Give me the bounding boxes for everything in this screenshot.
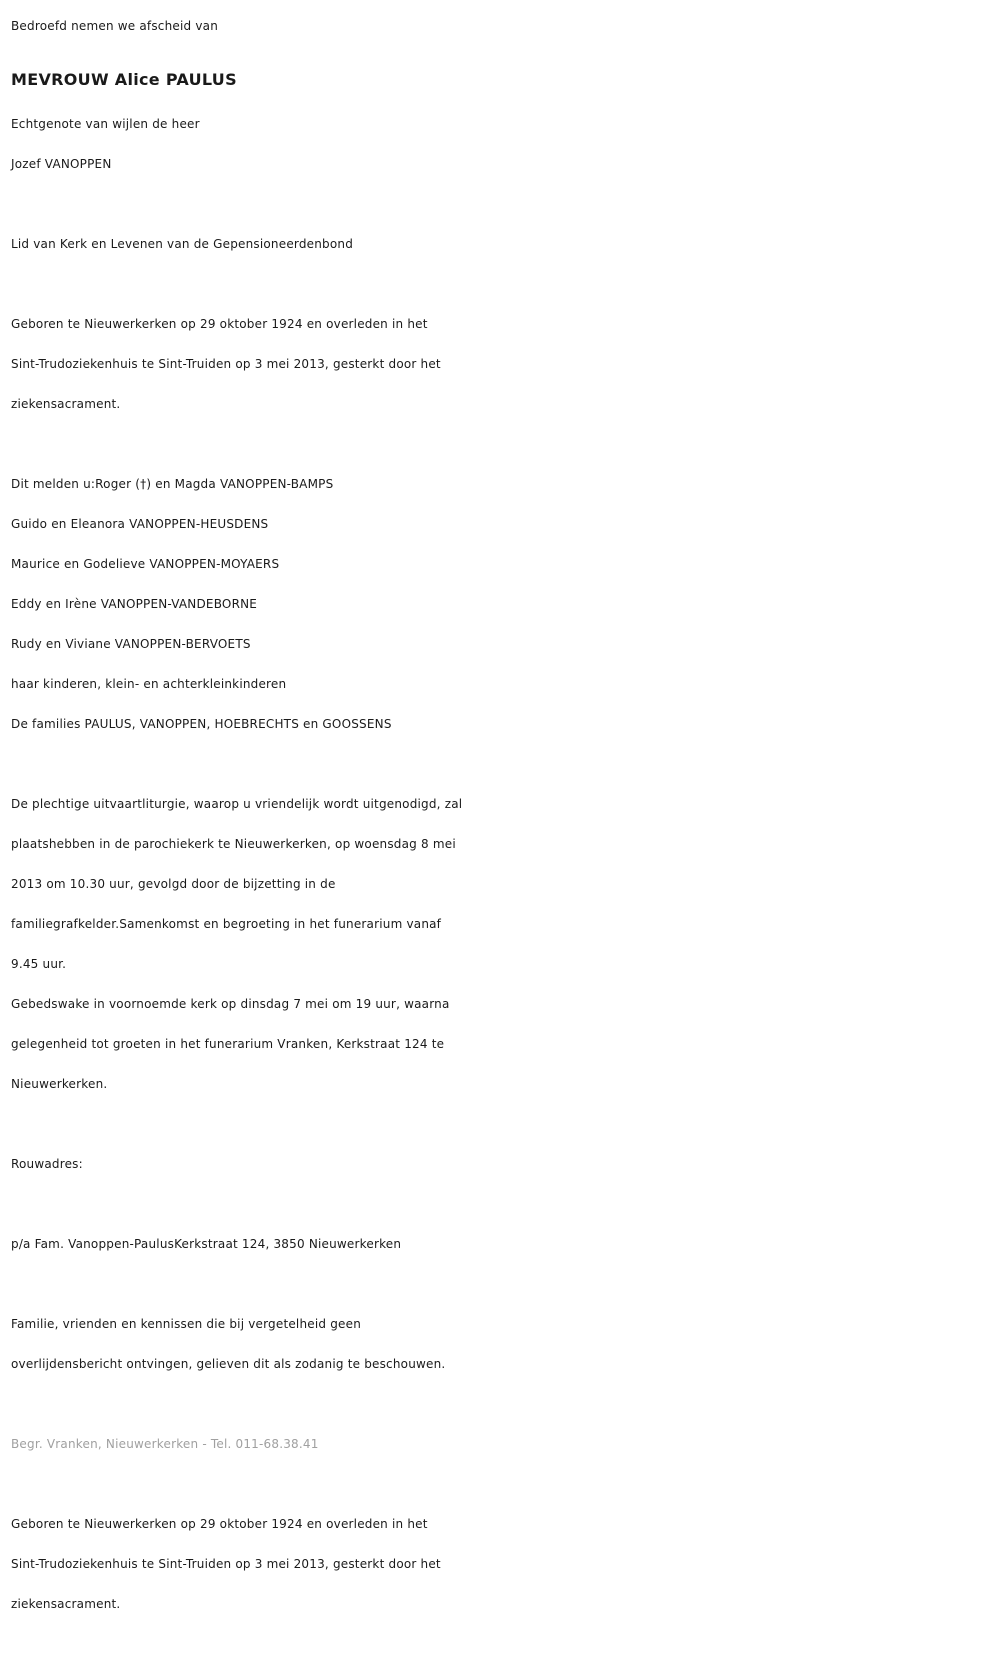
- membership-text: Lid van Kerk en Levenen van de Gepensioneerdenbond: [11, 237, 354, 251]
- announcer-line: Rudy en Viviane VANOPPEN-BERVOETS: [11, 637, 251, 651]
- birth-death-line: Sint-Trudoziekenhuis te Sint-Truiden op 3 mei 2013, gesterkt door het: [11, 357, 441, 371]
- announcers-block: [11, 464, 1000, 744]
- intro-text: Bedroefd nemen we afscheid van: [11, 19, 219, 33]
- spacer: [11, 1464, 1000, 1504]
- funeral-line: 2013 om 10.30 uur, gevolgd door de bijzetting in de: [11, 877, 336, 891]
- notice-line: overlijdensbericht ontvingen, gelieven dit als zodanig te beschouwen.: [11, 1357, 446, 1371]
- funeral-line: Nieuwerkerken.: [11, 1077, 108, 1091]
- notice-line: Familie, vrienden en kennissen die bij vergetelheid geen: [11, 1317, 362, 1331]
- announcer-line: Guido en Eleanora VANOPPEN-HEUSDENS: [11, 517, 269, 531]
- spacer: [11, 1104, 1000, 1144]
- funeral-line: 9.45 uur.: [11, 957, 67, 971]
- announcer-line: Eddy en Irène VANOPPEN-VANDEBORNE: [11, 597, 258, 611]
- notice-block: [11, 1304, 1000, 1384]
- deceased-name: MEVROUW Alice PAULUS: [11, 70, 237, 89]
- funeral-line: familiegrafkelder.Samenkomst en begroeting in het funerarium vanaf: [11, 917, 442, 931]
- spacer: [11, 1384, 1000, 1424]
- funeral-line: De plechtige uitvaartliturgie, waarop u vriendelijk wordt uitgenodigd, zal: [11, 797, 463, 811]
- funeral-line: plaatshebben in de parochiekerk te Nieuwerkerken, op woensdag 8 mei: [11, 837, 456, 851]
- spacer: [11, 744, 1000, 784]
- funeral-block: [11, 784, 1000, 1104]
- spacer: [11, 424, 1000, 464]
- address-label: Rouwadres:: [11, 1157, 83, 1171]
- address-text: p/a Fam. Vanoppen-PaulusKerkstraat 124, 3850 Nieuwerkerken: [11, 1237, 402, 1251]
- birth-death-line: Geboren te Nieuwerkerken op 29 oktober 1924 en overleden in het: [11, 317, 428, 331]
- funeral-line: Gebedswake in voornoemde kerk op dinsdag 7 mei om 19 uur, waarna: [11, 997, 450, 1011]
- birth-death-repeat-block: [11, 1504, 1000, 1624]
- announcer-line: Dit melden u:Roger (†) en Magda VANOPPEN-BAMPS: [11, 477, 334, 491]
- birth-death-line: Geboren te Nieuwerkerken op 29 oktober 1924 en overleden in het: [11, 1517, 428, 1531]
- spacer: [11, 264, 1000, 304]
- birth-death-line: ziekensacrament.: [11, 397, 121, 411]
- announcer-line: De families PAULUS, VANOPPEN, HOEBRECHTS en GOOSSENS: [11, 717, 392, 731]
- birth-death-line: ziekensacrament.: [11, 1597, 121, 1611]
- spacer: [11, 1264, 1000, 1304]
- birth-death-line: Sint-Trudoziekenhuis te Sint-Truiden op 3 mei 2013, gesterkt door het: [11, 1557, 441, 1571]
- spouse-block: [11, 104, 1000, 184]
- funeral-line: gelegenheid tot groeten in het funerarium Vranken, Kerkstraat 124 te: [11, 1037, 445, 1051]
- undertaker-text: Begr. Vranken, Nieuwerkerken - Tel. 011-68.38.41: [11, 1437, 319, 1451]
- birth-death-block: [11, 304, 1000, 424]
- spacer: [11, 184, 1000, 224]
- announcer-line: haar kinderen, klein- en achterkleinkinderen: [11, 677, 287, 691]
- spouse-line: Echtgenote van wijlen de heer: [11, 117, 200, 131]
- spacer: [11, 1184, 1000, 1224]
- announcer-line: Maurice en Godelieve VANOPPEN-MOYAERS: [11, 557, 280, 571]
- spouse-line: Jozef VANOPPEN: [11, 157, 112, 171]
